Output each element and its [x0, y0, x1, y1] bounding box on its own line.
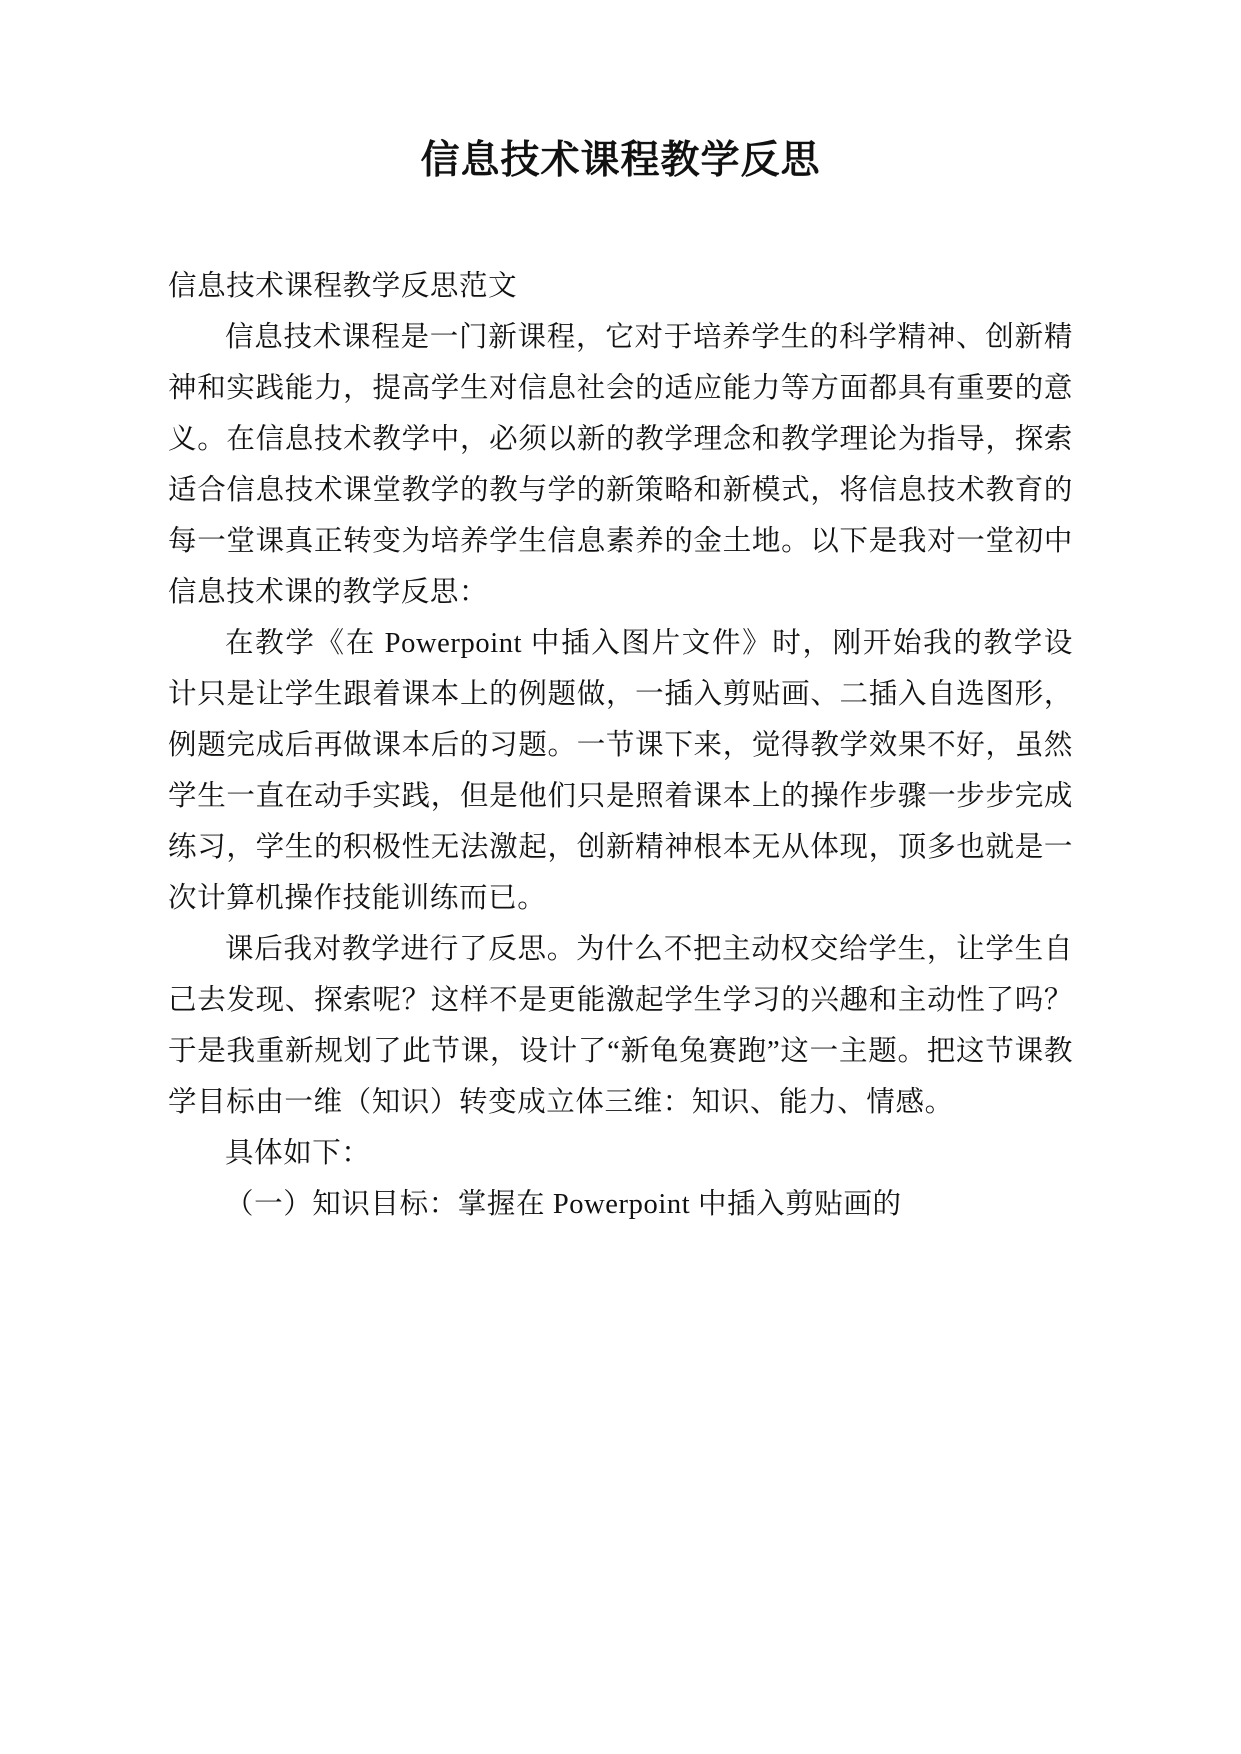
paragraph: 在教学《在 Powerpoint 中插入图片文件》时，刚开始我的教学设计只是让学生跟着课本上的例题做，一插入剪贴画、二插入自选图形，例题完成后再做课本后的习题。一节课下来，觉得教学效果不好，虽然学生一直在动手实践，但是他们只是照着课本上的操作步骤一步步完成练习，学生的积极性无法激起，创新精神根本无从体现，顶多也就是一次计算机操作技能训练而已。 [168, 627, 1073, 914]
paragraph: 具体如下： [225, 1137, 371, 1169]
page-title: 信息技术课程教学反思 [420, 138, 821, 183]
paragraph: 课后我对教学进行了反思。为什么不把主动权交给学生，让学生自己去发现、探索呢？这样不是更能激起学生学习的兴趣和主动性了吗？于是我重新规划了此节课，设计了“新龟兔赛跑”这一主题。把这节课教学目标由一维（知识）转变成立体三维：知识、能力、情感。 [168, 933, 1073, 1118]
document-body [168, 261, 1073, 1230]
paragraph: （一）知识目标：掌握在 Powerpoint 中插入剪贴画的 [225, 1188, 902, 1220]
paragraph: 信息技术课程教学反思范文 [168, 270, 518, 302]
paragraph: 信息技术课程是一门新课程，它对于培养学生的科学精神、创新精神和实践能力，提高学生对信息社会的适应能力等方面都具有重要的意义。在信息技术教学中，必须以新的教学理念和教学理论为指导，探索适合信息技术课堂教学的教与学的新策略和新模式，将信息技术教育的每一堂课真正转变为培养学生信息素养的金土地。以下是我对一堂初中信息技术课的教学反思： [168, 321, 1073, 608]
